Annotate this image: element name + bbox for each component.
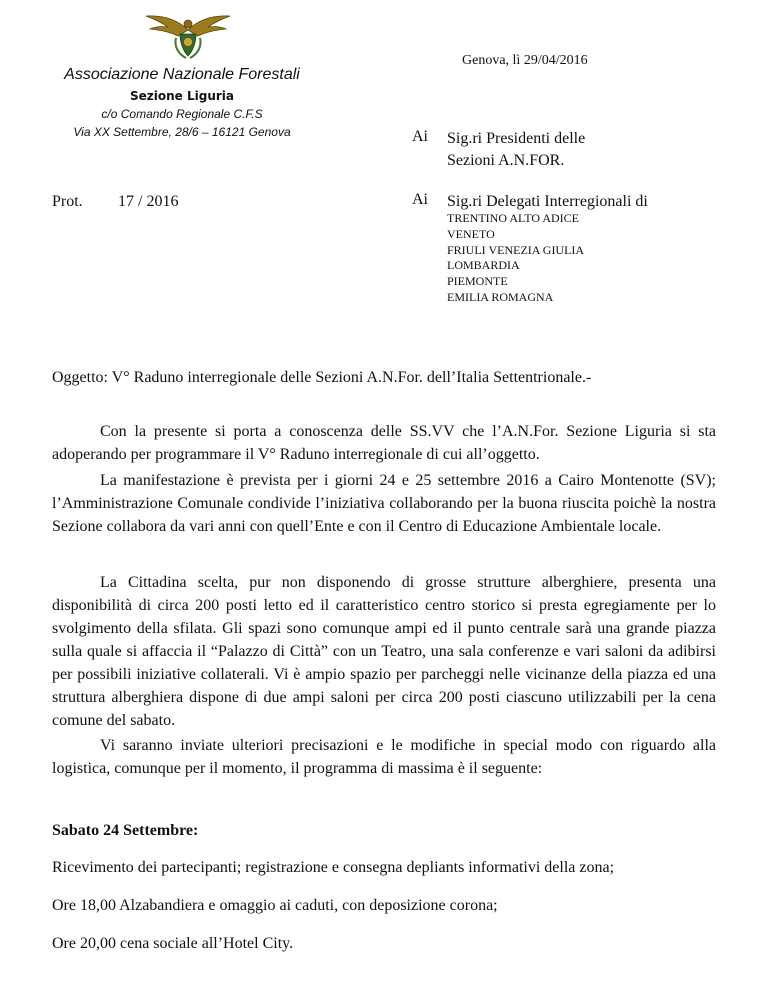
organization-section: Sezione Liguria bbox=[129, 89, 234, 103]
recipient-line: Sig.ri Presidenti delle bbox=[447, 130, 586, 147]
organization-name: Associazione Nazionale Forestali bbox=[64, 66, 300, 83]
body-paragraph: La Cittadina scelta, pur non disponendo di grosse strutture alberghiere, presenta una disponibilità di circa 200 posti letto ed il caratteristico centro storico si presta egregiamente per lo svolgimento della sfilata. Gli spazi sono comunque ampi ed il punto centrale sarà una grande piazza sulla quale si affaccia il “Palazzo di Città” con un Teatro, una sala conferenze e vari saloni da adibirsi per possibili iniziative collaterali. Vi è ampio spazio per parcheggi nelle vicinanze della piazza ed una struttura alberghiera dispone di due ampi saloni per circa 200 posti ciascuno utilizzabili per la cena comune del sabato. bbox=[52, 574, 716, 729]
body-paragraph: Con la presente si porta a conoscenza delle SS.VV che l’A.N.For. Sezione Liguria si sta adoperando per programmare il V° Raduno interregionale di cui all’oggetto. bbox=[52, 423, 716, 463]
body-paragraph: Vi saranno inviate ulteriori precisazioni e le modifiche in special modo con riguardo alla logistica, comunque per il momento, il programma di massima è il seguente: bbox=[52, 737, 716, 777]
region-item: LOMBARDIA bbox=[447, 258, 520, 273]
protocol-number: 17 / 2016 bbox=[118, 193, 179, 210]
protocol-label: Prot. bbox=[52, 193, 83, 210]
subject-line: Oggetto: V° Raduno interregionale delle Sezioni A.N.For. dell’Italia Settentrionale.- bbox=[52, 369, 592, 386]
program-item: Ore 18,00 Alzabandiera e omaggio ai caduti, con deposizione corona; bbox=[52, 897, 498, 914]
recipient-prefix: Ai bbox=[412, 191, 428, 208]
region-item: EMILIA ROMAGNA bbox=[447, 289, 554, 304]
body-paragraph: La manifestazione è prevista per i giorni 24 e 25 settembre 2016 a Cairo Montenotte (SV); l’Amministrazione Comunale condivide l’iniziativa collaborando per la buona riuscita poichè la nostra Sezione collabora da vari anni con quell’Ente e con il Centro di Educazione Ambientale locale. bbox=[52, 472, 716, 535]
region-item: VENETO bbox=[447, 226, 495, 241]
recipient-prefix: Ai bbox=[412, 128, 428, 145]
program-day-heading: Sabato 24 Settembre: bbox=[52, 822, 199, 839]
eagle-emblem-icon bbox=[142, 10, 234, 60]
recipient-line: Sezioni A.N.FOR. bbox=[447, 152, 565, 169]
program-item: Ricevimento dei partecipanti; registrazione e consegna depliants informativi della zona; bbox=[52, 859, 615, 876]
organization-address: Via XX Settembre, 28/6 – 16121 Genova bbox=[73, 125, 291, 139]
organization-care-of: c/o Comando Regionale C.F.S bbox=[101, 107, 263, 121]
region-item: TRENTINO ALTO ADICE bbox=[447, 211, 579, 225]
region-item: PIEMONTE bbox=[447, 274, 508, 289]
region-list bbox=[447, 211, 584, 306]
region-item: FRIULI VENEZIA GIULIA bbox=[447, 242, 585, 257]
place-date: Genova, lì 29/04/2016 bbox=[462, 53, 588, 68]
recipient-line: Sig.ri Delegati Interregionali di bbox=[447, 193, 648, 210]
program-item: Ore 20,00 cena sociale all’Hotel City. bbox=[52, 935, 294, 952]
recipient-block bbox=[447, 128, 585, 172]
